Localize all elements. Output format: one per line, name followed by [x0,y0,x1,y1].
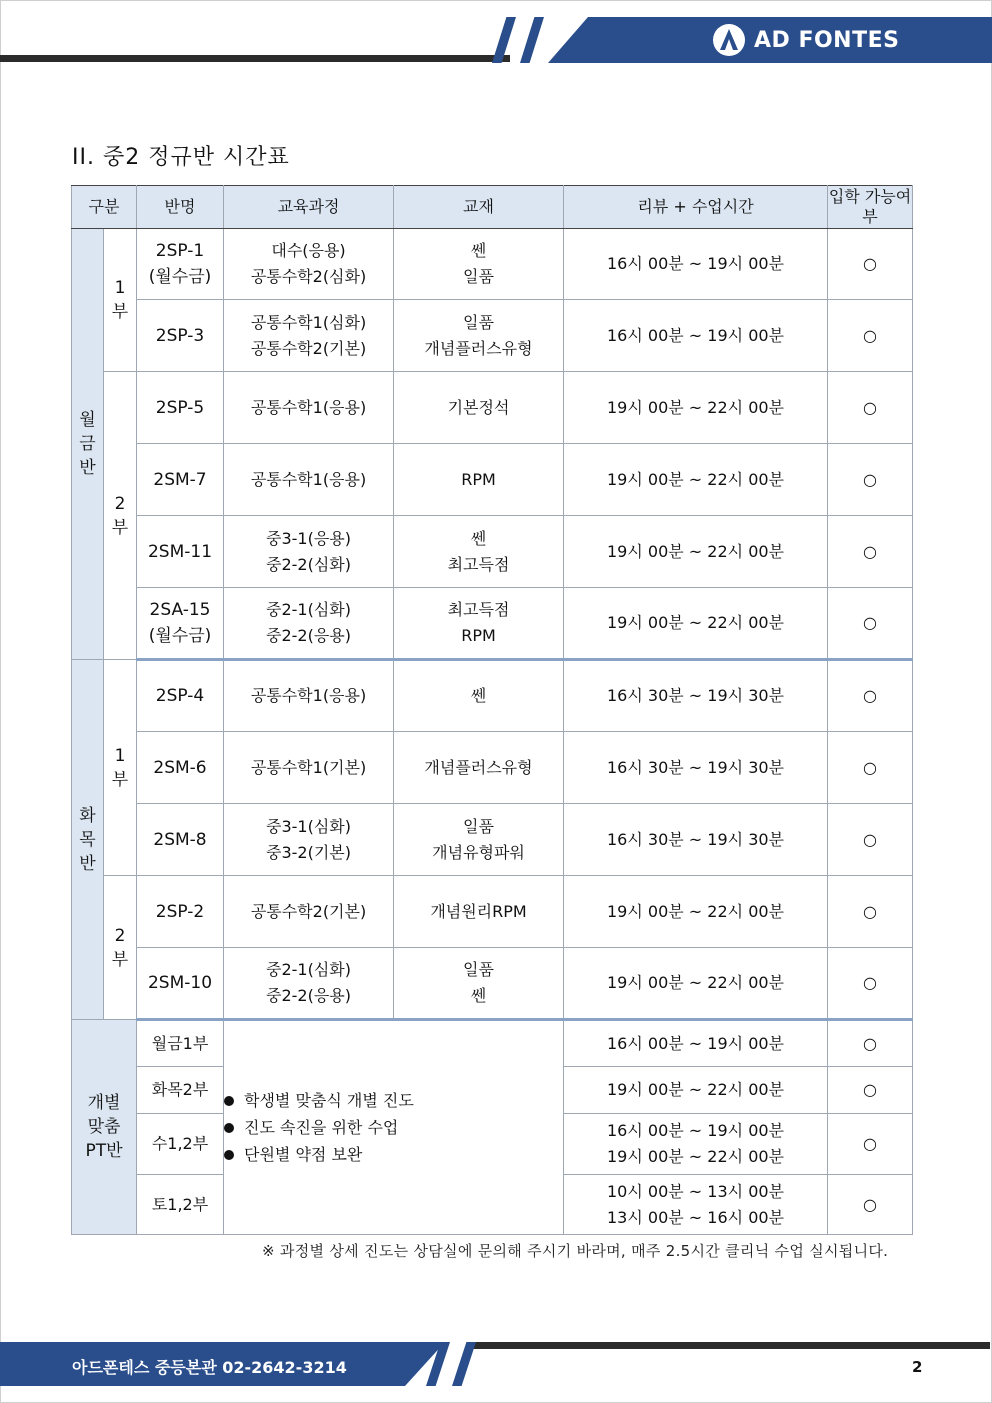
course-cell: 공통수학1(기본) [224,732,394,804]
class-name-cell: 2SP-1 (월수금) [137,229,224,300]
admission-cell: ○ [828,732,913,804]
time-cell: 16시 30분 ~ 19시 30분 [564,804,828,876]
group-cell-tt: 화 목 반 [72,660,104,1020]
time-cell: 19시 00분 ~ 22시 00분 [564,444,828,516]
course-cell: 중3-1(심화) 중3-2(기본) [224,804,394,876]
group-cell-mf: 월 금 반 [72,229,104,660]
subgroup-cell-tt1: 1 부 [104,660,137,876]
class-name-cell: 2SP-2 [137,876,224,948]
textbook-cell: 쎈 최고득점 [394,516,564,588]
admission-cell: ○ [828,660,913,732]
header-admission: 입학 가능여부 [828,186,913,229]
subgroup-cell-mf1: 1 부 [104,229,137,372]
page-title: II. 중2 정규반 시간표 [72,145,290,170]
admission-cell: ○ [828,300,913,372]
class-name-cell: 2SA-15 (월수금) [137,588,224,660]
bullet-icon [224,1096,234,1106]
course-cell: 공통수학1(응용) [224,372,394,444]
class-name-cell: 2SM-6 [137,732,224,804]
table-row [72,372,913,444]
textbook-cell: 개념플러스유형 [394,732,564,804]
bullet-icon [224,1150,234,1160]
class-name-cell: 2SM-10 [137,948,224,1020]
time-cell: 16시 00분 ~ 19시 00분 [564,300,828,372]
table-row [72,732,913,804]
pt-description [224,1020,564,1235]
class-name-cell: 2SM-11 [137,516,224,588]
table-header-row [72,186,913,229]
admission-cell: ○ [828,444,913,516]
page-number: 2 [912,1358,923,1376]
pt-admission-cell: ○ [828,1175,913,1235]
admission-cell: ○ [828,948,913,1020]
pt-table-row [72,1020,913,1067]
header-group: 구분 [72,186,137,229]
time-cell: 19시 00분 ~ 22시 00분 [564,948,828,1020]
footer-rule [470,1342,990,1349]
subgroup-cell-mf2: 2 부 [104,372,137,660]
pt-bullet-item: 학생별 맞춤식 개별 진도 [224,1087,563,1114]
textbook-cell: 기본정석 [394,372,564,444]
course-cell: 중2-1(심화) 중2-2(응용) [224,588,394,660]
time-cell: 19시 00분 ~ 22시 00분 [564,516,828,588]
course-cell: 공통수학1(심화) 공통수학2(기본) [224,300,394,372]
pt-class-name-cell: 화목2부 [137,1067,224,1114]
subgroup-cell-tt2: 2 부 [104,876,137,1020]
time-cell: 19시 00분 ~ 22시 00분 [564,372,828,444]
time-cell: 19시 00분 ~ 22시 00분 [564,588,828,660]
textbook-cell: 쎈 일품 [394,229,564,300]
table-row [72,516,913,588]
class-name-cell: 2SP-3 [137,300,224,372]
group-cell-pt: 개별 맞춤 PT반 [72,1020,137,1235]
admission-cell: ○ [828,588,913,660]
textbook-cell: 일품 쎈 [394,948,564,1020]
course-cell: 공통수학1(응용) [224,660,394,732]
admission-cell: ○ [828,516,913,588]
time-cell: 16시 00분 ~ 19시 00분 [564,229,828,300]
pt-bullet-item: 단원별 약점 보완 [224,1141,563,1168]
textbook-cell: 쎈 [394,660,564,732]
header-class-name: 반명 [137,186,224,229]
time-cell: 16시 30분 ~ 19시 30분 [564,660,828,732]
table-row [72,660,913,732]
logo-icon [712,23,746,57]
pt-time-cell: 16시 00분 ~ 19시 00분 19시 00분 ~ 22시 00분 [564,1114,828,1175]
course-cell: 중2-1(심화) 중2-2(응용) [224,948,394,1020]
header-course: 교육과정 [224,186,394,229]
textbook-cell: RPM [394,444,564,516]
table-row [72,229,913,300]
textbook-cell: 일품 개념유형파워 [394,804,564,876]
footer-contact: 아드폰테스 중등본관 02-2642-3214 [72,1358,347,1377]
pt-time-cell: 16시 00분 ~ 19시 00분 [564,1020,828,1067]
header-rule [0,55,510,62]
pt-admission-cell: ○ [828,1114,913,1175]
table-row [72,948,913,1020]
time-cell: 16시 30분 ~ 19시 30분 [564,732,828,804]
textbook-cell: 일품 개념플러스유형 [394,300,564,372]
footnote: ※ 과정별 상세 진도는 상담실에 문의해 주시기 바라며, 매주 2.5시간 클리닉 수업 실시됩니다. [262,1242,889,1260]
course-cell: 공통수학2(기본) [224,876,394,948]
table-row [72,588,913,660]
table-row [72,804,913,876]
admission-cell: ○ [828,229,913,300]
time-cell: 19시 00분 ~ 22시 00분 [564,876,828,948]
pt-bullet-item: 진도 속진을 위한 수업 [224,1114,563,1141]
header-textbook: 교재 [394,186,564,229]
pt-class-name-cell: 수1,2부 [137,1114,224,1175]
class-name-cell: 2SP-5 [137,372,224,444]
table-row [72,444,913,516]
pt-time-cell: 19시 00분 ~ 22시 00분 [564,1067,828,1114]
course-cell: 대수(응용) 공통수학2(심화) [224,229,394,300]
header-time: 리뷰 + 수업시간 [564,186,828,229]
brand-logo [712,22,899,58]
pt-class-name-cell: 토1,2부 [137,1175,224,1235]
table-row [72,300,913,372]
pt-admission-cell: ○ [828,1067,913,1114]
class-name-cell: 2SM-8 [137,804,224,876]
class-name-cell: 2SP-4 [137,660,224,732]
class-name-cell: 2SM-7 [137,444,224,516]
textbook-cell: 개념원리RPM [394,876,564,948]
admission-cell: ○ [828,804,913,876]
course-cell: 중3-1(응용) 중2-2(심화) [224,516,394,588]
pt-class-name-cell: 월금1부 [137,1020,224,1067]
pt-time-cell: 10시 00분 ~ 13시 00분 13시 00분 ~ 16시 00분 [564,1175,828,1235]
timetable [71,185,913,1235]
table-row [72,876,913,948]
textbook-cell: 최고득점 RPM [394,588,564,660]
bullet-icon [224,1123,234,1133]
admission-cell: ○ [828,372,913,444]
pt-admission-cell: ○ [828,1020,913,1067]
admission-cell: ○ [828,876,913,948]
logo-text: AD FONTES [754,27,900,53]
course-cell: 공통수학1(응용) [224,444,394,516]
